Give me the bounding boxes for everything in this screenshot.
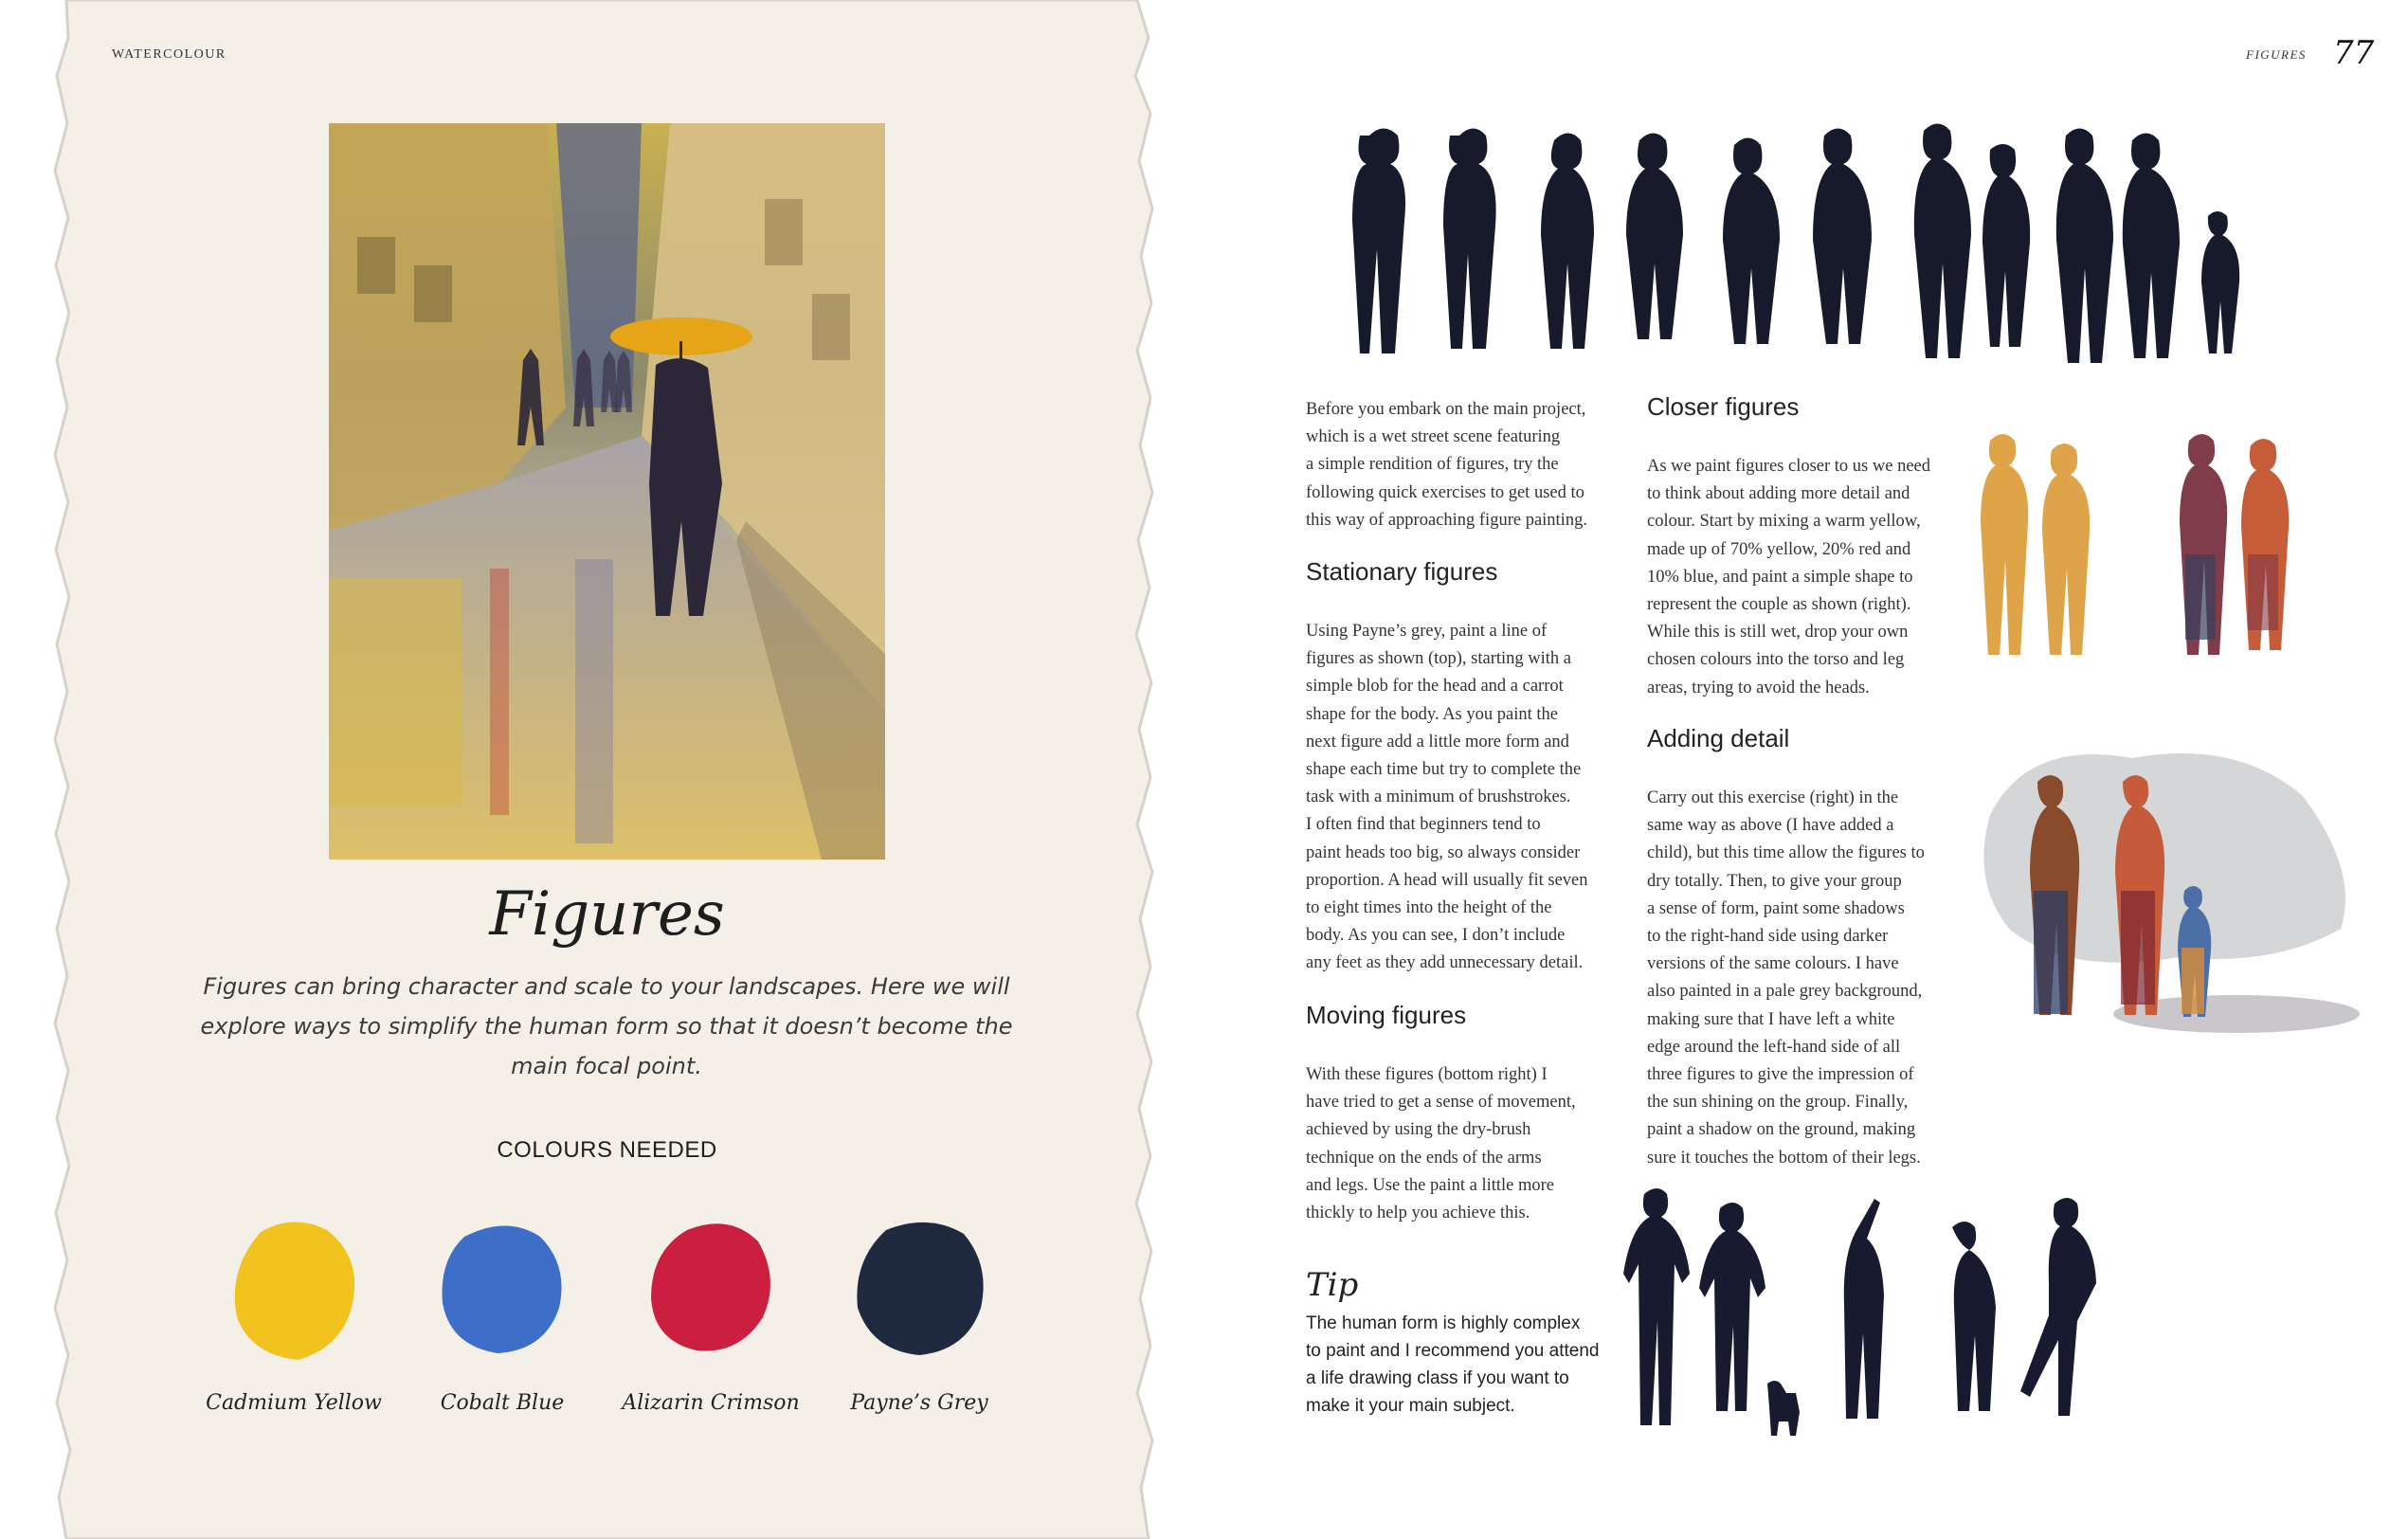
adding-detail-text: Carry out this exercise (right) in the same way as above (I have added a child), but this time allow the figures to dry totally. Then, to give your group a sense of form, paint some shadows to the right-hand side using darker versions of the same colours. I have also painted in a pale grey background, making sure that I have left a white edge around the left-hand side of all three figures to give the impression of the sun shining on the group. Finally, paint a shadow on the ground, making sure it touches the bottom of their legs. xyxy=(1647,788,1925,1168)
colours-heading: COLOURS NEEDED xyxy=(497,1137,717,1163)
closer-figures-text: As we paint figures closer to us we need to think about adding more detail and colour. Start by mixing a warm yellow, made up of 70% yellow, 20% red and 10% blue, and paint a simple shape to represent the couple as shown (right). While this is still wet, drop your own chosen colours into the torso and leg areas, trying to avoid the heads. xyxy=(1647,457,1930,697)
intro-paragraph: Before you embark on the main project, which is a wet street scene featuring a simple rendition of figures, try the following quick exercises to get used to this way of approaching figure painting. xyxy=(1306,400,1587,530)
stationary-figures-illustration xyxy=(1336,121,2284,387)
adding-detail-heading: Adding detail xyxy=(1647,724,1790,752)
stationary-figures-text: Using Payne’s grey, paint a line of figures as shown (top), starting with a simple blob for the head and a carrot shape for the body. As you paint the next figure add a little more form and shape each time but try to complete the task with a minimum of brushstrokes. I often find that beginners tend to paint heads too big, so always consider proportion. A head will usually fit seven to eight times into the height of the body. As you can see, I don’t include any feet as they add unnecessary detail. xyxy=(1306,622,1588,973)
tip-heading: Tip xyxy=(1306,1266,1359,1304)
moving-figures-text: With these figures (bottom right) I have tried to get a sense of movement, achieved by using the dry-brush technique on the ends of the arms and legs. Use the paint a little more thickly to help you achieve this. xyxy=(1306,1065,1576,1223)
swatch-label: Alizarin Crimson xyxy=(622,1391,800,1415)
closer-figures-heading: Closer figures xyxy=(1647,392,1800,421)
moving-figures-illustration xyxy=(1611,1185,2293,1459)
adding-detail-illustration xyxy=(1971,739,2360,1061)
stationary-figures-heading: Stationary figures xyxy=(1306,557,1498,586)
left-page xyxy=(0,0,1175,1539)
running-head: WATERCOLOUR xyxy=(112,47,226,62)
page-number: 77 xyxy=(2333,34,2375,72)
paynes-grey-swatch xyxy=(848,1213,990,1365)
cobalt-blue-swatch xyxy=(431,1213,573,1365)
cadmium-yellow-swatch xyxy=(223,1213,365,1365)
swatch-label: Cadmium Yellow xyxy=(206,1391,382,1415)
page-title: Figures xyxy=(489,879,725,950)
street-scene-painting xyxy=(329,123,885,860)
tip-text: The human form is highly complex to paint and I recommend you attend a life drawing class if you want to make it your main subject. xyxy=(1306,1313,1600,1416)
swatch-label: Cobalt Blue xyxy=(440,1391,565,1415)
swatch-label: Payne’s Grey xyxy=(850,1391,988,1415)
closer-figures-illustration xyxy=(1962,422,2322,668)
intro-text: Figures can bring character and scale to your landscapes. Here we will explore ways to simplify the human form so that it doesn’t become the main focal point. xyxy=(200,973,1013,1079)
moving-figures-heading: Moving figures xyxy=(1306,1001,1467,1029)
alizarin-crimson-swatch xyxy=(640,1213,782,1365)
running-head: FIGURES xyxy=(2246,47,2307,62)
